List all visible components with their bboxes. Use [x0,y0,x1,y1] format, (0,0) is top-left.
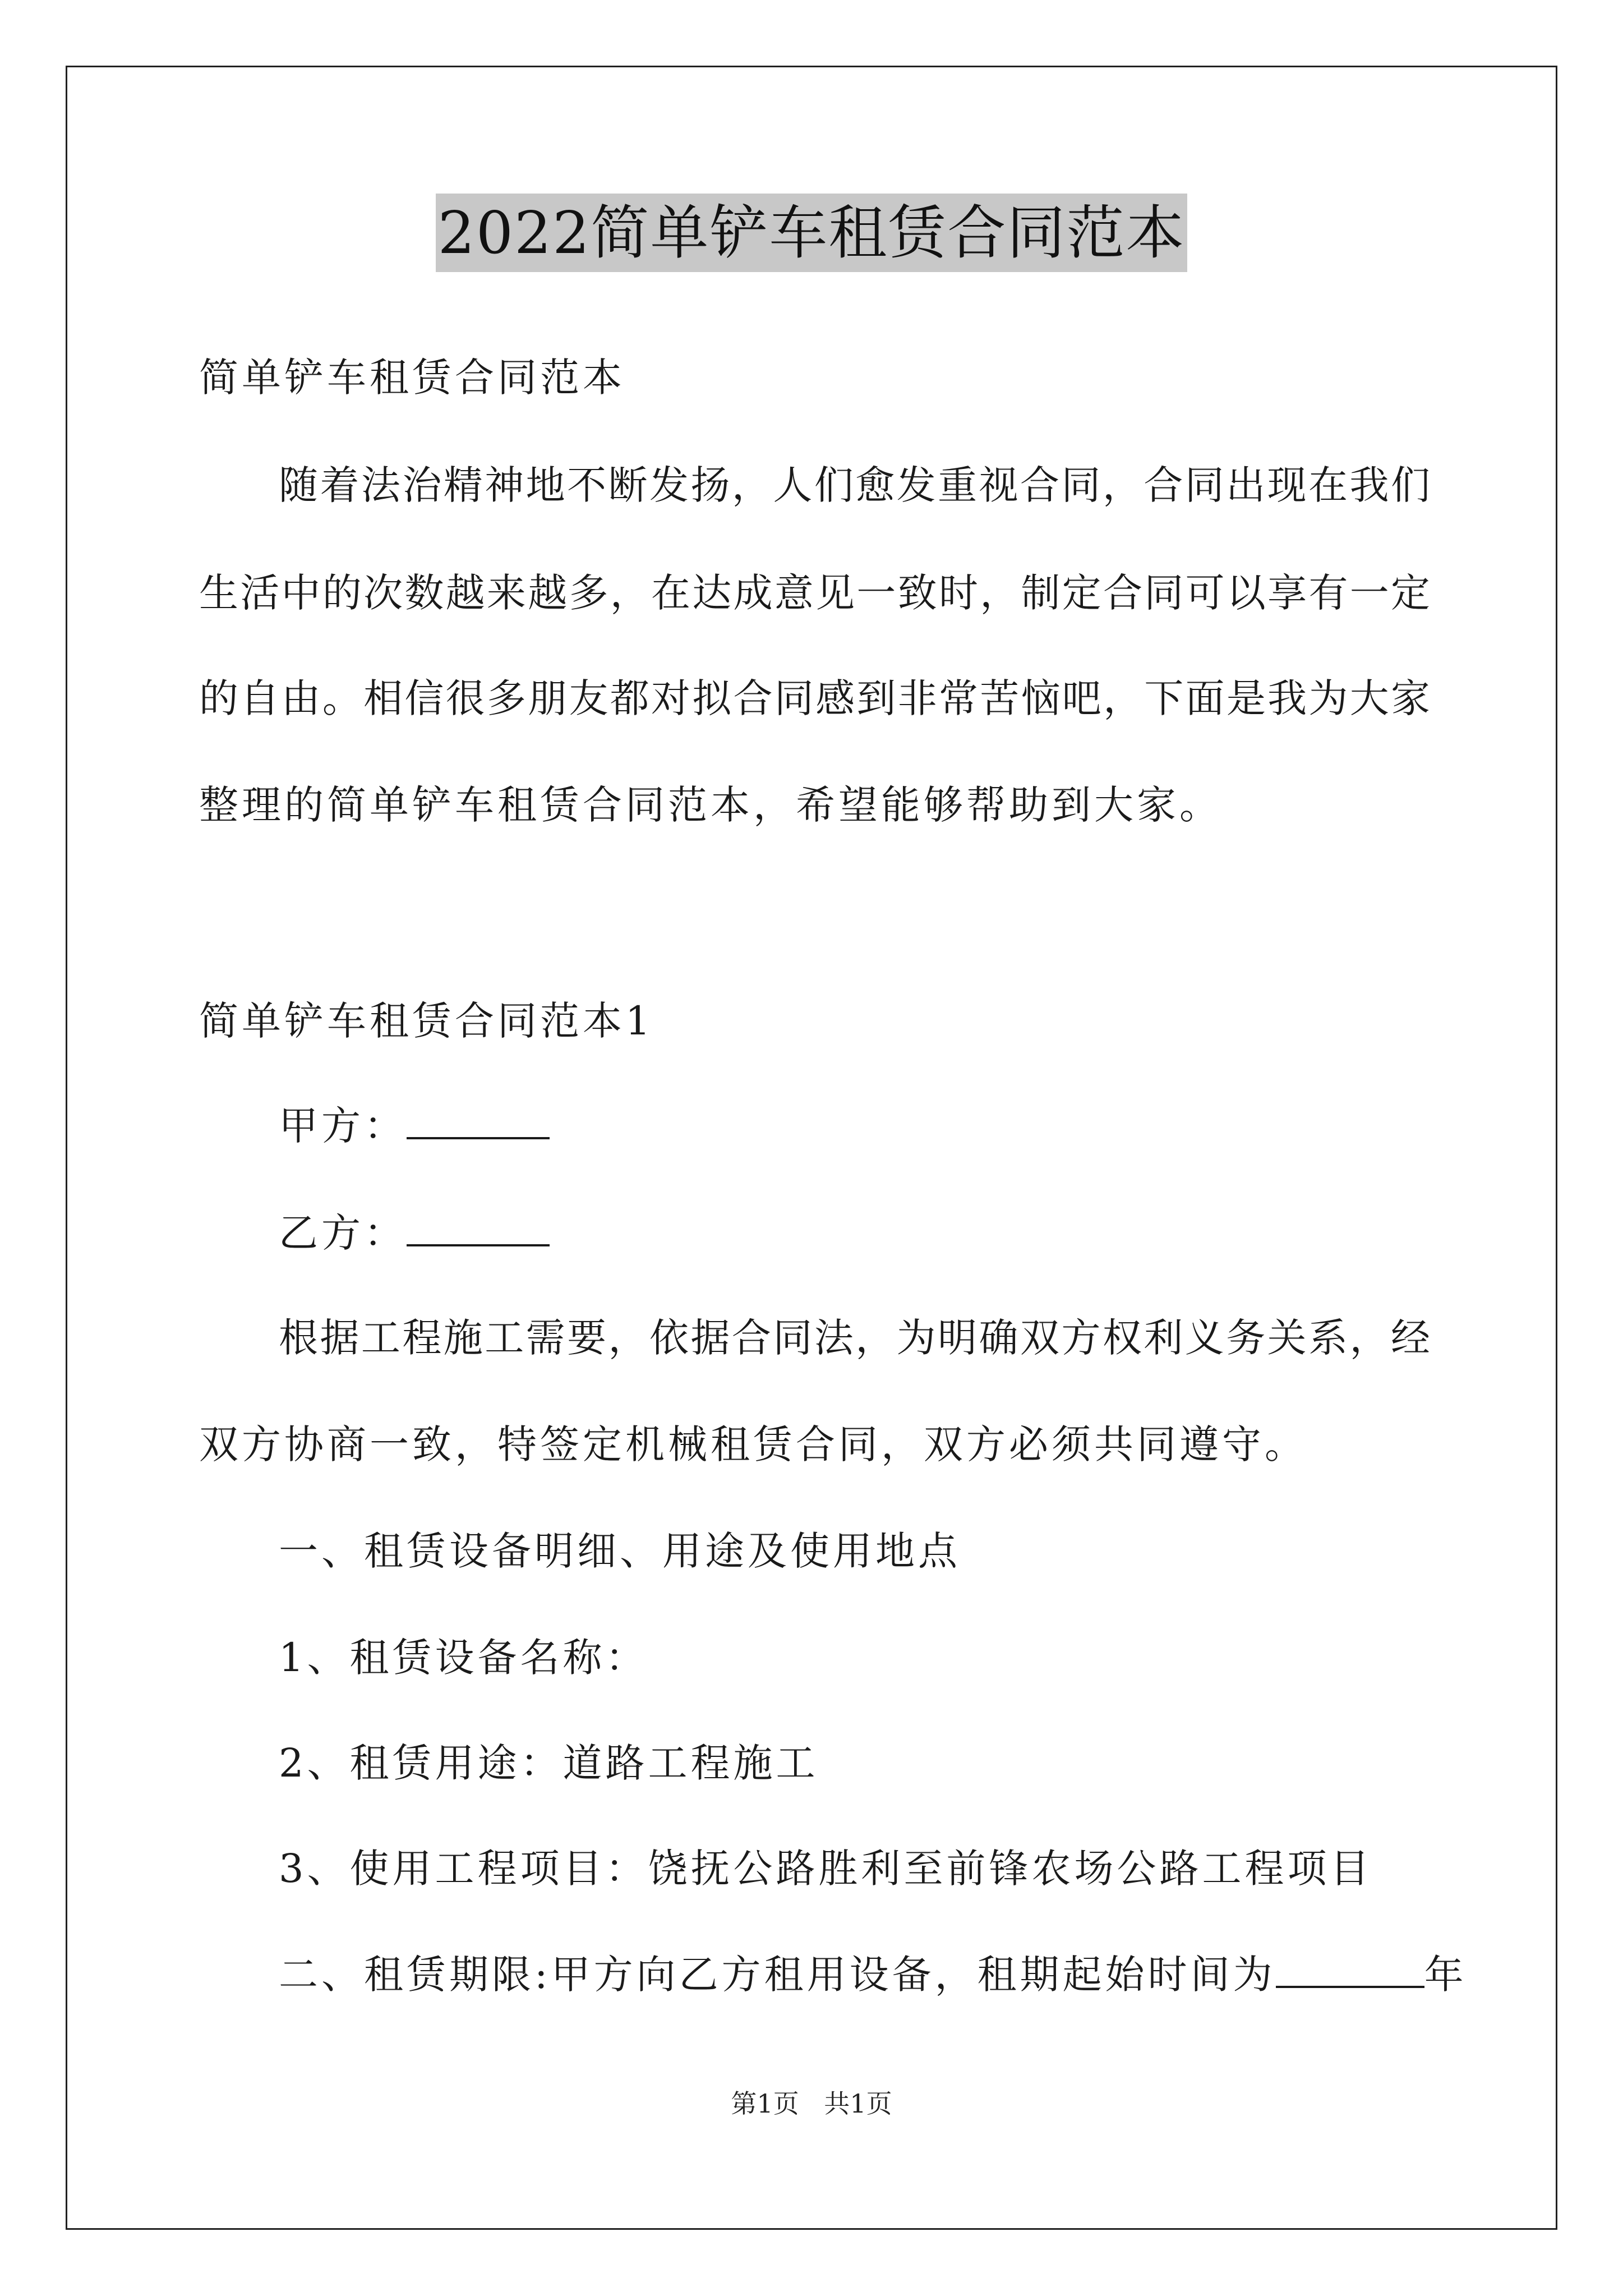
clause-2-line [279,1949,1467,2000]
intro-line-2: 生活中的次数越来越多，在达成意见一致时，制定合同可以享有一定 [199,570,1430,616]
clause-2-blank [1276,1951,1424,1988]
document-title: 2022简单铲车租赁合同范本 [436,194,1188,272]
intro-line-3: 的自由。相信很多朋友都对拟合同感到非常苦恼吧，下面是我为大家 [199,675,1430,721]
title-container [0,194,1623,272]
clause-1-heading: 一、租赁设备明细、用途及使用地点 [279,1528,961,1574]
subtitle: 简单铲车租赁合同范本 [199,355,625,401]
party-a-line [279,1101,550,1151]
party-b-blank [407,1209,550,1246]
party-b-line [279,1208,550,1258]
basis-line-2: 双方协商一致，特签定机械租赁合同，双方必须共同遵守。 [199,1421,1307,1467]
intro-line-4: 整理的简单铲车租赁合同范本，希望能够帮助到大家。 [199,782,1222,828]
clause-1-item-3: 3、使用工程项目：饶抚公路胜利至前锋农场公路工程项目 [279,1846,1373,1892]
party-a-blank [407,1102,550,1139]
basis-line-1: 根据工程施工需要，依据合同法，为明确双方权利义务关系，经 [279,1315,1430,1361]
party-a-label: 甲方： [279,1103,407,1149]
section-title: 简单铲车租赁合同范本1 [199,998,654,1044]
party-b-label: 乙方： [279,1210,407,1256]
clause-1-item-1: 1、租赁设备名称： [279,1635,648,1681]
clause-2-suffix: 年 [1424,1952,1467,1998]
clause-2-text: 二、租赁期限:甲方向乙方租用设备，租期起始时间为 [279,1952,1276,1998]
page-footer: 第1页 共1页 [731,2088,892,2119]
clause-1-item-2: 2、租赁用途：道路工程施工 [279,1740,819,1786]
intro-line-1: 随着法治精神地不断发扬，人们愈发重视合同，合同出现在我们 [279,462,1430,508]
